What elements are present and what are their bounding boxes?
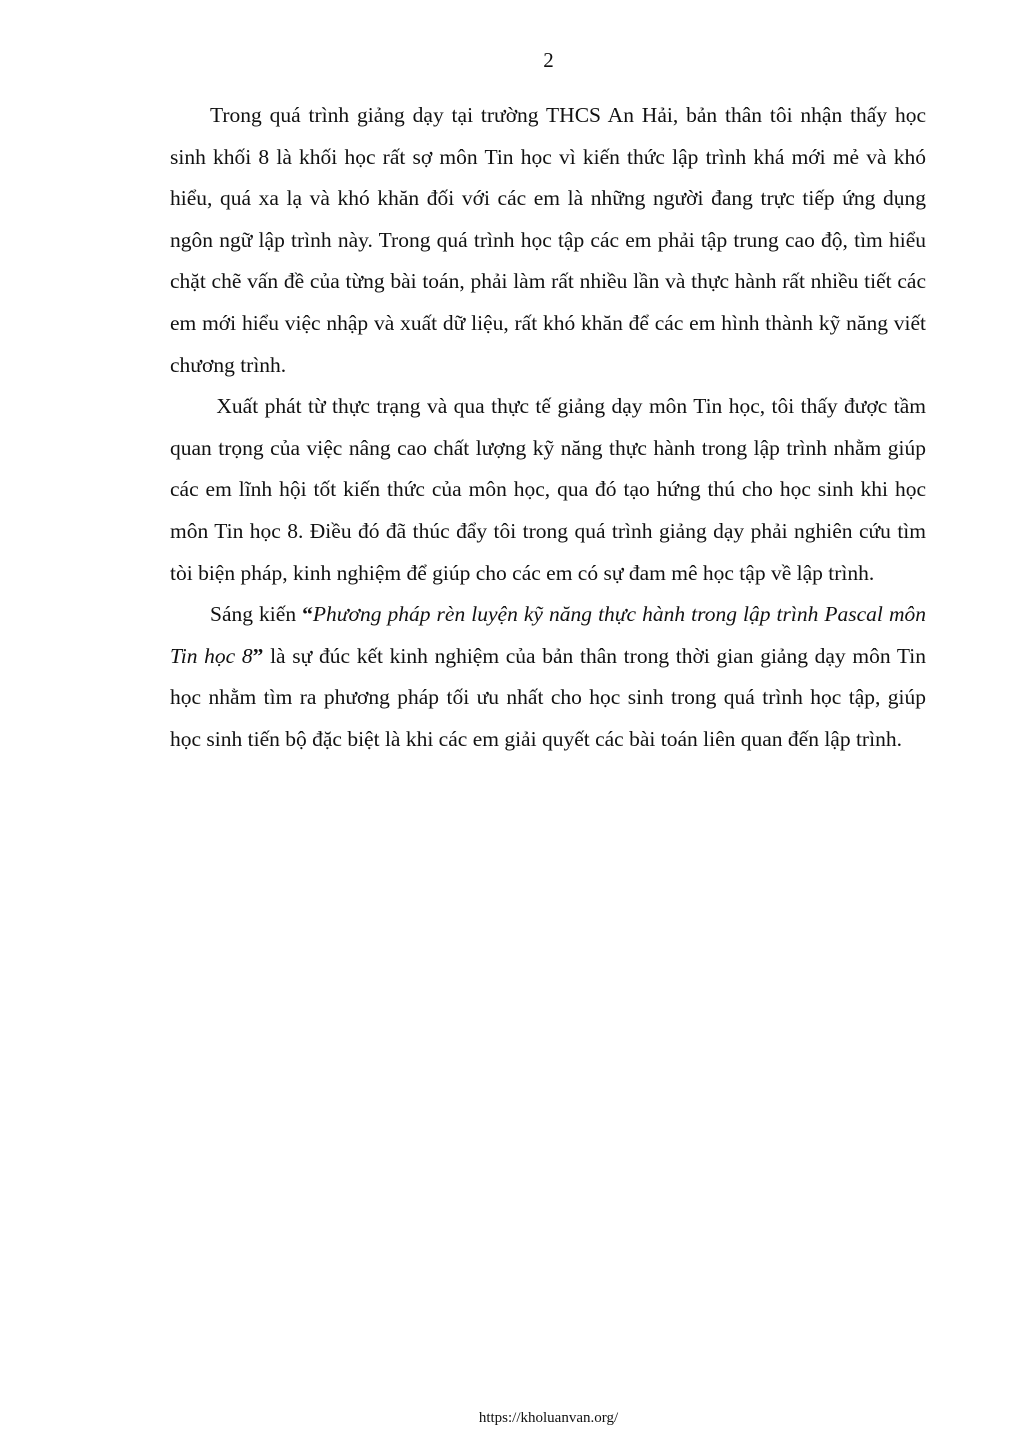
paragraph-3-suffix: là sự đúc kết kinh nghiệm của bản thân trong thời gian giảng dạy môn Tin học nhằm tìm ra phương pháp tối ưu nhất cho học sinh trong quá trình học tập, giúp học sinh tiến bộ đặc biệt là khi các em giải quyết các bài toán liên quan đến lập trình. <box>170 643 926 751</box>
page-number: 2 <box>543 48 554 72</box>
open-quote: “ <box>302 602 313 627</box>
paragraph-3-prefix: Sáng kiến <box>210 602 303 627</box>
paragraph-3 <box>170 594 926 760</box>
initiative-title: Phương pháp rèn luyện kỹ năng thực hành trong lập trình Pascal môn Tin học 8 <box>170 602 926 668</box>
document-body <box>170 95 932 761</box>
paragraph-2: Xuất phát từ thực trạng và qua thực tế giảng dạy môn Tin học, tôi thấy được tầm quan trọng của việc nâng cao chất lượng kỹ năng thực hành trong lập trình nhằm giúp các em lĩnh hội tốt kiến thức của môn học, qua đó tạo hứng thú cho học sinh khi học môn Tin học 8. Điều đó đã thúc đẩy tôi trong quá trình giảng dạy phải nghiên cứu tìm tòi biện pháp, kinh nghiệm để giúp cho các em có sự đam mê học tập về lập trình. <box>170 394 932 585</box>
close-quote: ” <box>252 643 264 668</box>
footer-url: https://kholuanvan.org/ <box>478 1410 619 1426</box>
paragraph-1: Trong quá trình giảng dạy tại trường THCS An Hải, bản thân tôi nhận thấy học sinh khối 8 là khối học rất sợ môn Tin học vì kiến thức lập trình khá mới mẻ và khó hiểu, quá xa lạ và khó khăn đối với các em là những người đang trực tiếp ứng dụng ngôn ngữ lập trình này. Trong quá trình học tập các em phải tập trung cao độ, tìm hiểu chặt chẽ vấn đề của từng bài toán, phải làm rất nhiều lần và thực hành rất nhiều tiết các em mới hiểu việc nhập và xuất dữ liệu, rất khó khăn để các em hình thành kỹ năng viết chương trình. <box>170 103 926 377</box>
